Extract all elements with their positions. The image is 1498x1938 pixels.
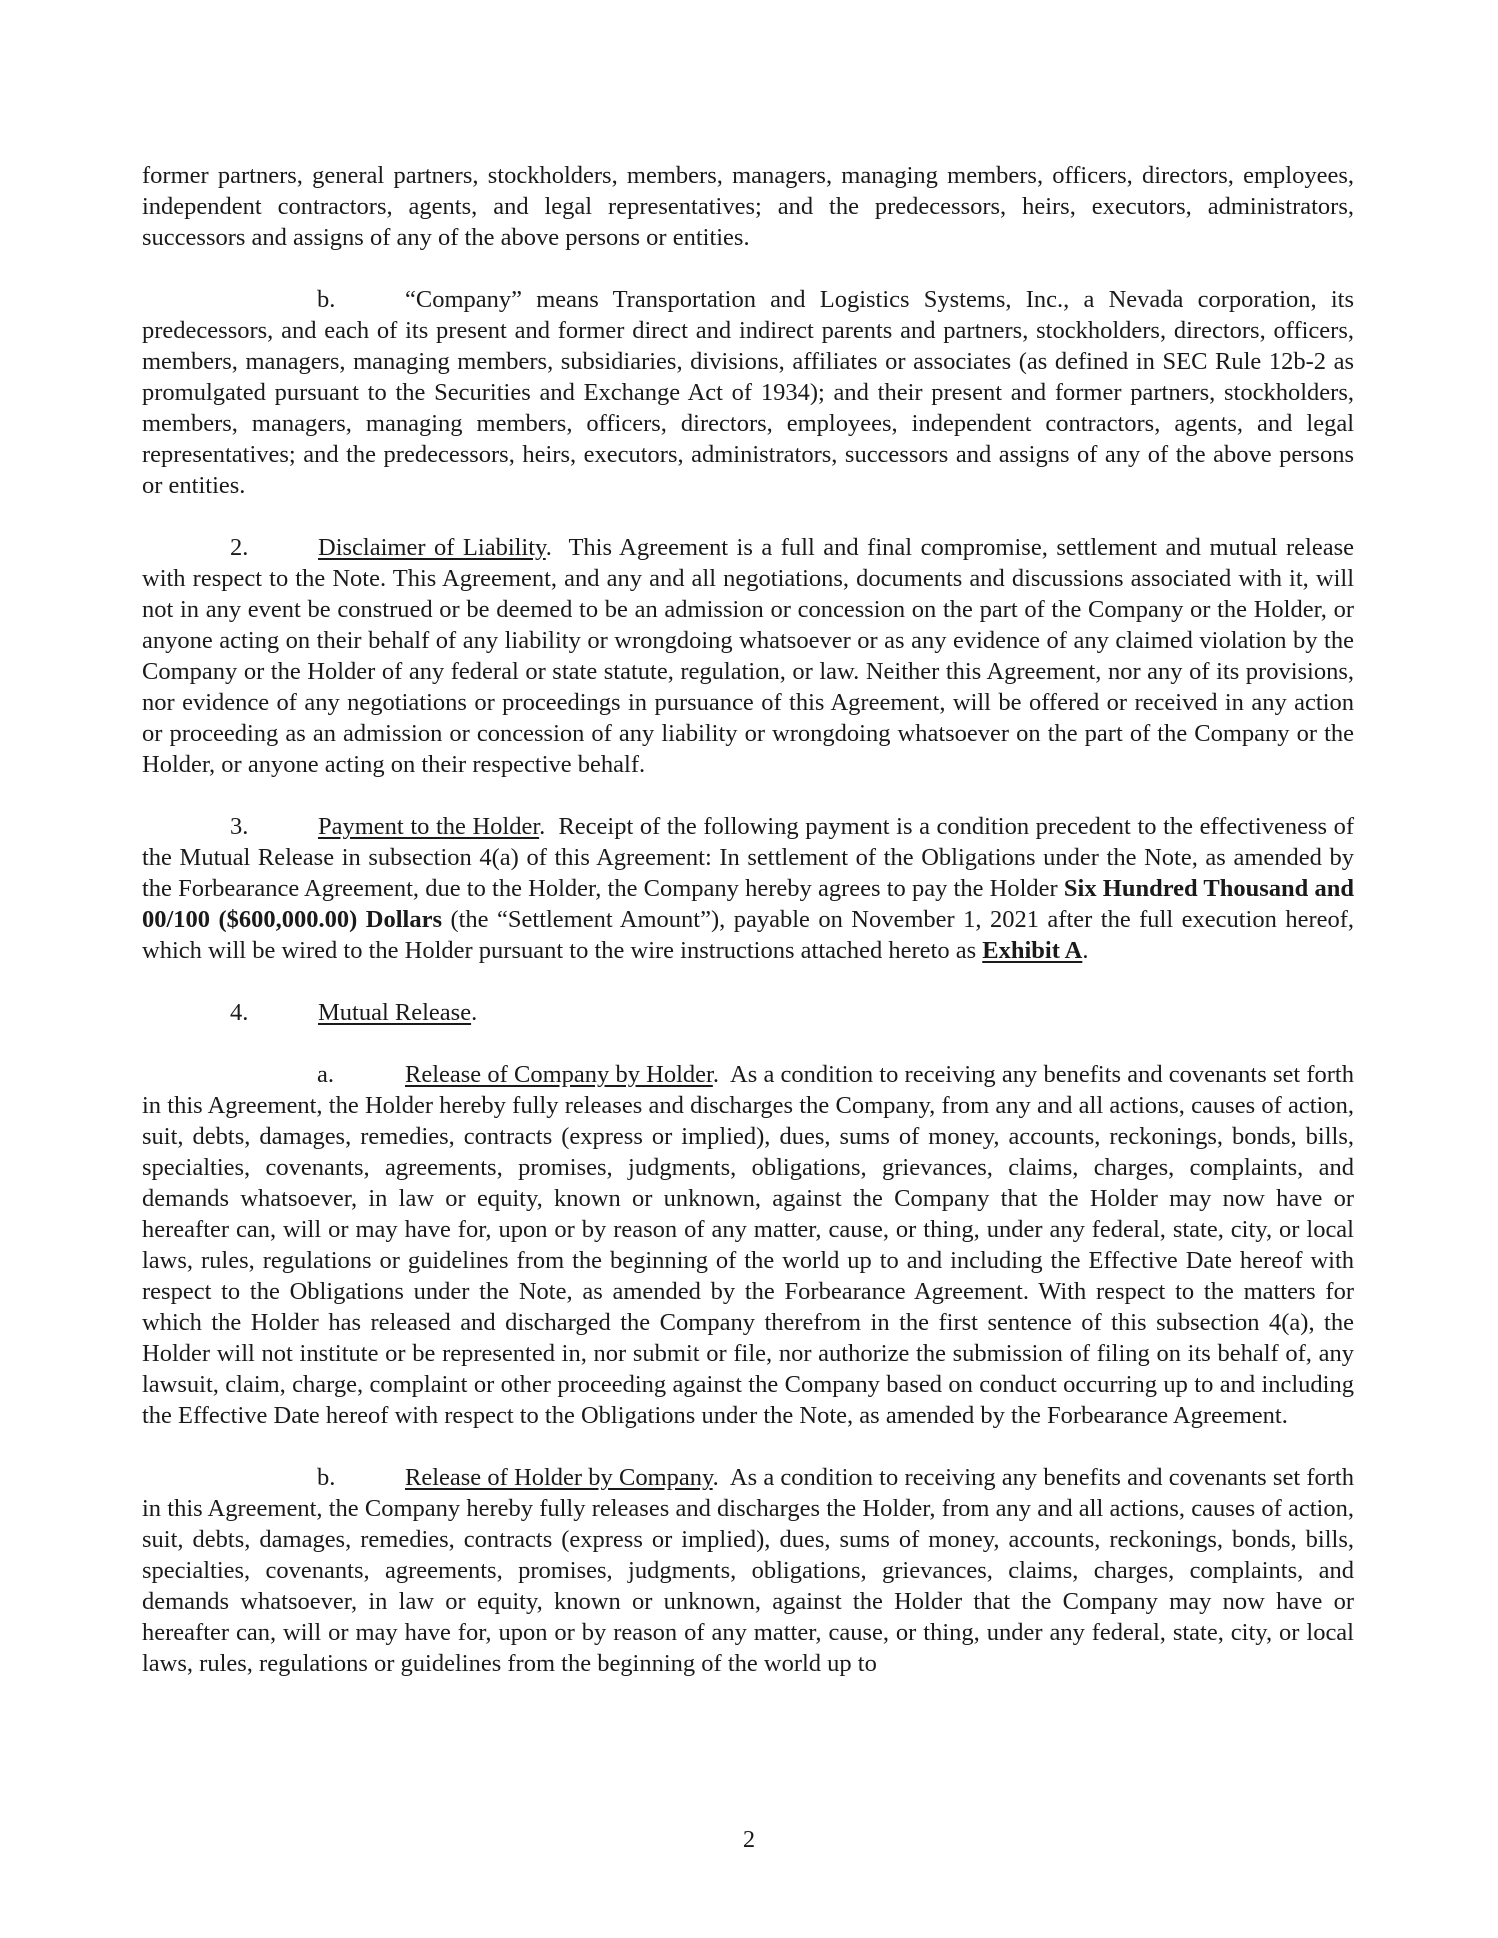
- section-number: 3.: [230, 813, 249, 840]
- subsection-text: As a condition to receiving any benefits and covenants set forth in this Agreement, the Company hereby fully releases and discharges the Holder, from any and all actions, causes of action, suit, debts, damages, remedies, contracts (express or implied), dues, sums of money, accounts, reckonings, bonds, bills, specialties, covenants, agreements, promises, judgments, obligations, grievances, claims, charges, complaints, and demands whatsoever, in law or equity, known or unknown, against the Holder that the Company may now have or hereafter can, will or may have for, upon or by reason of any matter, cause, or thing, under any federal, state, city, or local laws, rules, regulations or guidelines from the beginning of the world up to: [142, 1464, 1354, 1677]
- paragraph-text: former partners, general partners, stockholders, members, managers, managing members, officers, directors, employees, independent contractors, agents, and legal representatives; and the predecessors, heirs, executors, administrators, successors and assigns of any of the above persons or entities.: [142, 162, 1354, 251]
- subsection-text: As a condition to receiving any benefits and covenants set forth in this Agreement, the Holder hereby fully releases and discharges the Company, from any and all actions, causes of action, suit, debts, damages, remedies, contracts (express or implied), dues, sums of money, accounts, reckonings, bonds, bills, specialties, covenants, agreements, promises, judgments, obligations, grievances, claims, charges, complaints, and demands whatsoever, in law or equity, known or unknown, against the Company that the Holder may now have or hereafter can, will or may have for, upon or by reason of any matter, cause, or thing, under any federal, state, city, or local laws, rules, regulations or guidelines from the beginning of the world up to and including the Effective Date hereof with respect to the Obligations under the Note, as amended by the Forbearance Agreement. With respect to the matters for which the Holder has released and discharged the Company therefrom in the first sentence of this subsection 4(a), the Holder will not institute or be represented in, nor submit or file, nor authorize the submission of filing on its behalf of, any lawsuit, claim, charge, complaint or other proceeding against the Company based on conduct occurring up to and including the Effective Date hereof with respect to the Obligations under the Note, as amended by the Forbearance Agreement.: [142, 1061, 1354, 1429]
- section-4b-release-of-holder: b. Release of Holder by Company. As a condition to receiving any benefits and covenants set forth in this Agreement, the Company hereby fully releases and discharges the Holder, from any and all actions, causes of action, suit, debts, damages, remedies, contracts (express or implied), dues, sums of money, accounts, reckonings, bonds, bills, specialties, covenants, agreements, promises, judgments, obligations, grievances, claims, charges, complaints, and demands whatsoever, in law or equity, known or unknown, against the Holder that the Company may now have or hereafter can, will or may have for, upon or by reason of any matter, cause, or thing, under any federal, state, city, or local laws, rules, regulations or guidelines from the beginning of the world up to: [142, 1464, 1354, 1677]
- section-heading: Disclaimer of Liability: [318, 534, 546, 561]
- subsection-label: b.: [317, 1464, 336, 1491]
- page-number: 2: [742, 1826, 756, 1853]
- section-text: Receipt of the following payment is a condition precedent to the effectiveness of the Mutual Release in subsection 4(a) of this Agreement: In settlement of the Obligations under the Note, as amended by the Forbearance Agreement, due to the Holder, the Company hereby agrees to pay the Holder: [142, 813, 1355, 902]
- settlement-amount: Six Hundred Thousand and 00/100 ($600,000.00) Dollars: [142, 875, 1354, 933]
- section-4-mutual-release: [142, 997, 1354, 1028]
- section-2-disclaimer: 2. Disclaimer of Liability. This Agreement is a full and final compromise, settlement and mutual release with respect to the Note. This Agreement, and any and all negotiations, documents and discussions associated with it, will not in any event be construed or be deemed to be an admission or concession on the part of the Company or the Holder, or anyone acting on their behalf of any liability or wrongdoing whatsoever or as any evidence of any claimed violation by the Company or the Holder of any federal or state statute, regulation, or law. Neither this Agreement, nor any of its provisions, nor evidence of any negotiations or proceedings in pursuance of this Agreement, will be offered or received in any action or proceeding as an admission or concession of any liability or wrongdoing whatsoever on the part of the Company or the Holder, or anyone acting on their respective behalf.: [142, 534, 1354, 778]
- section-3-payment: 3. Payment to the Holder. Receipt of the following payment is a condition precedent to the effectiveness of the Mutual Release in subsection 4(a) of this Agreement: In settlement of the Obligations under the Note, as amended by the Forbearance Agreement, due to the Holder, the Company hereby agrees to pay the Holder Six Hundred Thousand and 00/100 ($600,000.00) Dollars (the “Settlement Amount”), payable on November 1, 2021 after the full execution hereof, which will be wired to the Holder pursuant to the wire instructions attached hereto as Exhibit A.: [142, 813, 1355, 964]
- section-4a-release-of-company: a. Release of Company by Holder. As a condition to receiving any benefits and covenants set forth in this Agreement, the Holder hereby fully releases and discharges the Company, from any and all actions, causes of action, suit, debts, damages, remedies, contracts (express or implied), dues, sums of money, accounts, reckonings, bonds, bills, specialties, covenants, agreements, promises, judgments, obligations, grievances, claims, charges, complaints, and demands whatsoever, in law or equity, known or unknown, against the Company that the Holder may now have or hereafter can, will or may have for, upon or by reason of any matter, cause, or thing, under any federal, state, city, or local laws, rules, regulations or guidelines from the beginning of the world up to and including the Effective Date hereof with respect to the Obligations under the Note, as amended by the Forbearance Agreement. With respect to the matters for which the Holder has released and discharged the Company therefrom in the first sentence of this subsection 4(a), the Holder will not institute or be represented in, nor submit or file, nor authorize the submission of filing on its behalf of, any lawsuit, claim, charge, complaint or other proceeding against the Company based on conduct occurring up to and including the Effective Date hereof with respect to the Obligations under the Note, as amended by the Forbearance Agreement.: [142, 1061, 1354, 1429]
- section-text-continued: (the “Settlement Amount”), payable on November 1, 2021 after the full execution hereof, which will be wired to the Holder pursuant to the wire instructions attached hereto as: [142, 906, 1355, 964]
- paragraph-1b-company-definition: [142, 284, 1354, 501]
- section-text: This Agreement is a full and final compromise, settlement and mutual release with respect to the Note. This Agreement, and any and all negotiations, documents and discussions associated with it, will not in any event be construed or be deemed to be an admission or concession on the part of the Company or the Holder, or anyone acting on their behalf of any liability or wrongdoing whatsoever or as any evidence of any claimed violation by the Company or the Holder of any federal or state statute, regulation, or law. Neither this Agreement, nor any of its provisions, nor evidence of any negotiations or proceedings in pursuance of this Agreement, will be offered or received in any action or proceeding as an admission or concession of any liability or wrongdoing whatsoever on the part of the Company or the Holder, or anyone acting on their respective behalf.: [142, 534, 1354, 778]
- subsection-label: a.: [317, 1061, 334, 1088]
- document-body: [142, 160, 1354, 1710]
- paragraph-label: b.: [317, 286, 336, 313]
- section-heading: Payment to the Holder: [318, 813, 540, 840]
- exhibit-reference: Exhibit A: [982, 937, 1083, 964]
- section-number: 2.: [230, 534, 249, 561]
- section-text-end: .: [1082, 937, 1089, 964]
- section-heading-end: .: [471, 999, 478, 1026]
- section-heading: Mutual Release: [318, 999, 472, 1026]
- paragraph-text: “Company” means Transportation and Logistics Systems, Inc., a Nevada corporation, its predecessors, and each of its present and former direct and indirect parents and partners, stockholders, directors, officers, members, managers, managing members, subsidiaries, divisions, affiliates or associates (as defined in SEC Rule 12b-2 as promulgated pursuant to the Securities and Exchange Act of 1934); and their present and former partners, stockholders, members, managers, managing members, officers, directors, employees, independent contractors, agents, and legal representatives; and the predecessors, heirs, executors, administrators, successors and assigns of any of the above persons or entities.: [142, 286, 1354, 499]
- subsection-heading: Release of Company by Holder: [405, 1061, 713, 1088]
- subsection-heading: Release of Holder by Company: [405, 1464, 713, 1491]
- paragraph-continuation: [142, 160, 1354, 253]
- section-number: 4.: [230, 999, 249, 1026]
